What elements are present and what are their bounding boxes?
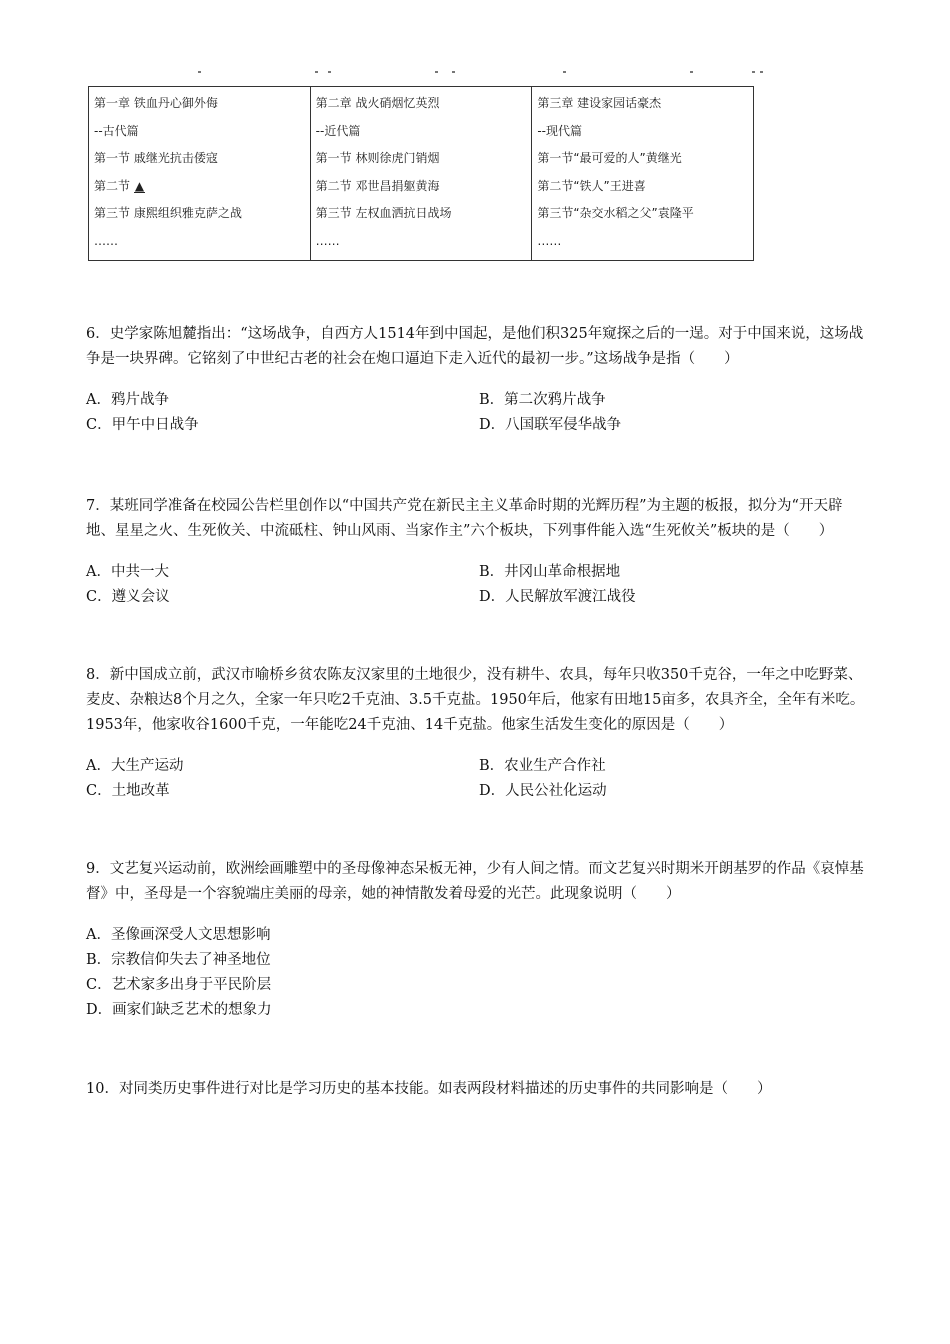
section-item: 第三节“杂交水稻之父”袁隆平 [537, 206, 694, 220]
option-c[interactable]: C．艺术家多出身于平民阶层 [86, 977, 272, 993]
option-d[interactable]: D．人民解放军渡江战役 [479, 589, 636, 605]
section-item: 第一节 林则徐虎门销烟 [315, 151, 440, 165]
option-b[interactable]: B．宗教信仰失去了神圣地位 [86, 952, 271, 968]
period-label: --古代篇 [94, 123, 139, 138]
chapter-column-2 [310, 87, 532, 261]
option-b[interactable]: B．农业生产合作社 [479, 758, 606, 774]
chapter-column-1 [89, 87, 311, 261]
question-stem: 9．文艺复兴运动前，欧洲绘画雕塑中的圣母像神态呆板无神，少有人间之情。而文艺复兴时期米开朗基罗的作品《哀悼基督》中，圣母是一个容貌端庄美丽的母亲，她的神情散发着母爱的光芒。此现象说明（ ） [86, 861, 864, 902]
question-stem: 7．某班同学准备在校园公告栏里创作以“中国共产党在新民主主义革命时期的光辉历程”为主题的板报，拟分为“开天辟地、星星之火、生死攸关、中流砥柱、钟山风雨、当家作主”六个板块，下列事件能入选“生死攸关”板块的是（ ） [86, 498, 843, 539]
question-9 [86, 857, 870, 1023]
period-label: --近代篇 [315, 123, 361, 138]
chapter-title: 第三章 建设家园话豪杰 [537, 96, 662, 110]
option-d[interactable]: D．八国联军侵华战争 [479, 417, 622, 433]
chapter-table [88, 86, 754, 261]
section-item: 第二节“铁人”王进喜 [537, 178, 646, 193]
option-c[interactable]: C．遵义会议 [86, 589, 170, 605]
section-item: 第三节 康熙组织雅克萨之战 [94, 206, 242, 220]
option-a[interactable]: A．中共一大 [86, 564, 169, 580]
option-a[interactable]: A．圣像画深受人文思想影响 [86, 927, 271, 943]
section-item: 第三节 左权血洒抗日战场 [315, 206, 452, 220]
question-stem: 10．对同类历史事件进行对比是学习历史的基本技能。如表两段材料描述的历史事件的共同影响是（ ） [86, 1081, 772, 1097]
period-label: --现代篇 [537, 123, 582, 138]
option-c[interactable]: C．甲午中日战争 [86, 417, 199, 433]
section-item: 第一节“最可爱的人”黄继光 [537, 151, 682, 165]
option-b[interactable]: B．第二次鸦片战争 [479, 392, 606, 408]
option-b[interactable]: B．井冈山革命根据地 [479, 564, 621, 580]
section-item: 第二节 邓世昌捐躯黄海 [315, 178, 440, 193]
ellipsis: …… [94, 233, 118, 248]
option-c[interactable]: C．土地改革 [86, 783, 170, 799]
question-10 [86, 1077, 870, 1102]
option-d[interactable]: D．人民公社化运动 [479, 783, 607, 799]
option-a[interactable]: A．大生产运动 [86, 758, 184, 774]
question-7 [86, 494, 870, 610]
cropped-text-remnant [100, 71, 770, 77]
option-a[interactable]: A．鸦片战争 [86, 392, 169, 408]
ellipsis: …… [537, 233, 562, 248]
section-label: 第二节 [94, 178, 131, 193]
ellipsis: …… [315, 233, 340, 248]
section-item-blank [94, 178, 304, 206]
question-6 [86, 322, 870, 438]
section-item: 第一节 戚继光抗击倭寇 [94, 151, 218, 165]
options [86, 923, 870, 1023]
chapter-title: 第二章 战火硝烟忆英烈 [315, 96, 440, 110]
blank-triangle-marker: ▲ [134, 178, 145, 193]
chapter-column-3 [532, 87, 754, 261]
question-stem: 6．史学家陈旭麓指出：“这场战争，自西方人1514年到中国起，是他们积325年窥探之后的一逞。对于中国来说，这场战争是一块界碑。它铭刻了中世纪古老的社会在炮口逼迫下走入近代的最初一步。”这场战争是指（ ） [86, 326, 864, 367]
question-stem: 8．新中国成立前，武汉市喻桥乡贫农陈友汉家里的土地很少，没有耕牛、农具，每年只收350千克谷，一年之中吃野菜、麦皮、杂粮达8个月之久，全家一年只吃2千克油、3.5千克盐。1950年后，他家有田地15亩多，农具齐全，全年有米吃。1953年，他家收谷1600千克，一年能吃24千克油、14千克盐。他家生活发生变化的原因是（ ） [86, 667, 865, 733]
options [86, 388, 870, 438]
option-d[interactable]: D．画家们缺乏艺术的想象力 [86, 1002, 272, 1018]
options [86, 754, 870, 804]
options [86, 560, 870, 610]
question-8 [86, 663, 870, 804]
chapter-title: 第一章 铁血丹心御外侮 [94, 96, 218, 110]
